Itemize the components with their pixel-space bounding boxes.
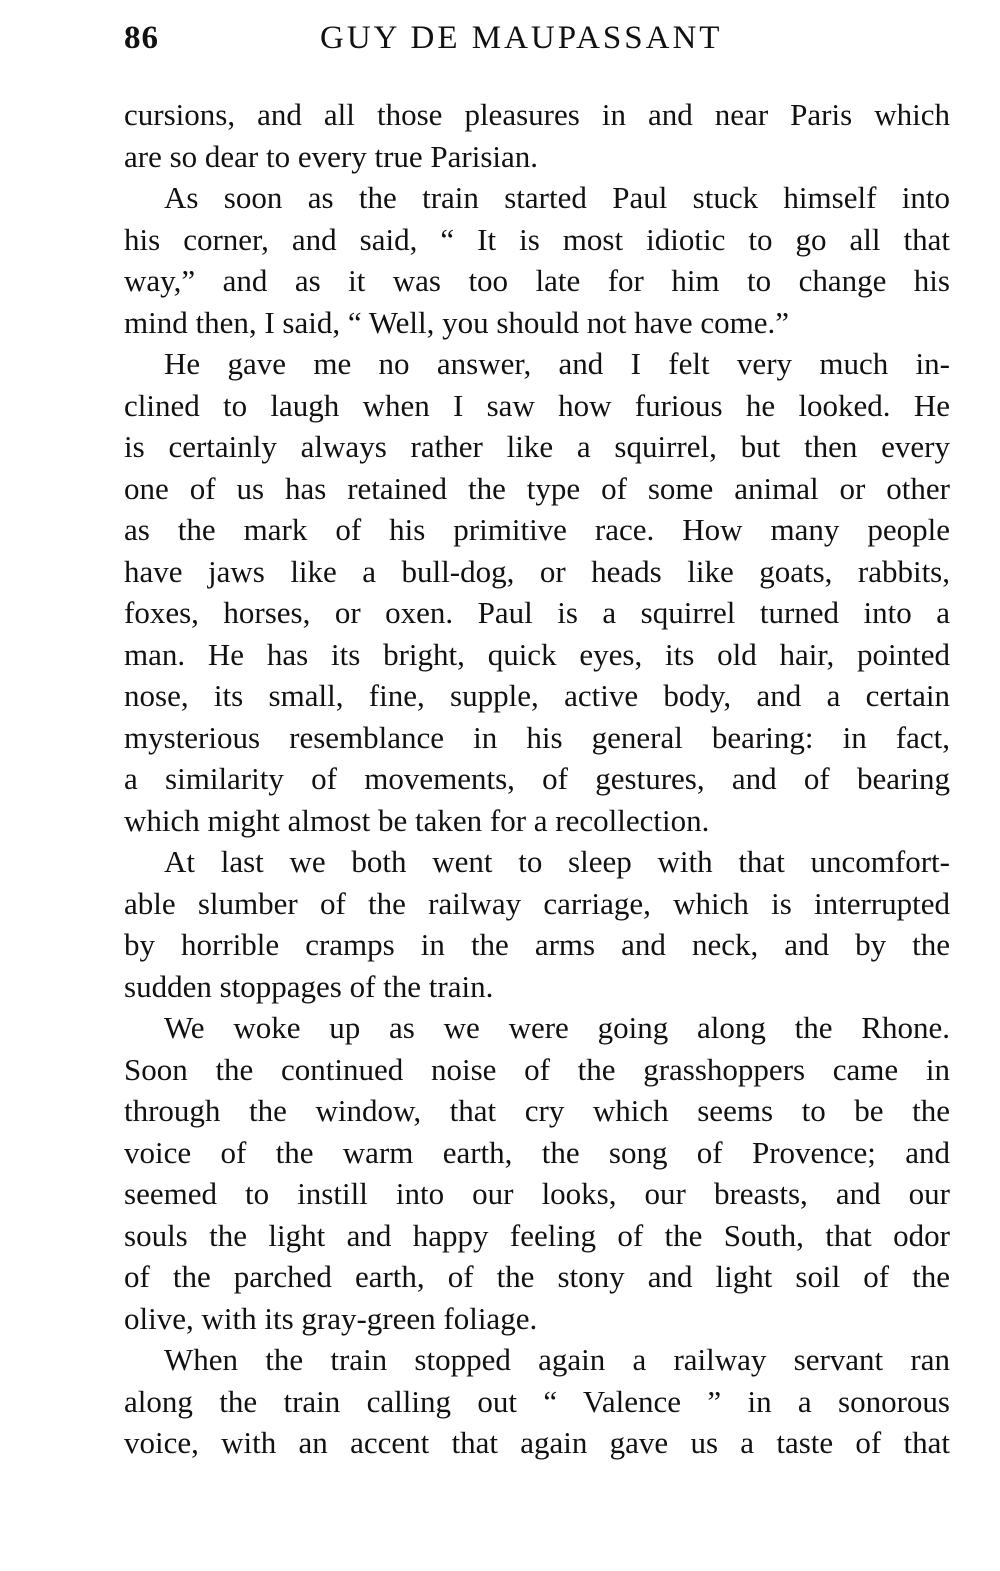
text-line: He gave me no answer, and I felt very much in-: [164, 346, 950, 381]
text-line: mysterious resemblance in his general bearing: in fact,: [124, 719, 950, 755]
running-head: GUY DE MAUPASSANT: [320, 20, 723, 56]
text-line: As soon as the train started Paul stuck himself into: [164, 180, 950, 215]
text-line: voice, with an accent that again gave us a taste of that: [124, 1425, 950, 1460]
text-line: At last we both went to sleep with that uncomfort-: [164, 844, 950, 879]
text-line: is certainly always rather like a squirrel, but then every: [124, 429, 950, 464]
text-line: man. He has its bright, quick eyes, its old hair, pointed: [124, 636, 950, 672]
text-line: of the parched earth, of the stony and light soil of the: [124, 1259, 950, 1294]
text-line: a similarity of movements, of gestures, and of bearing: [124, 761, 950, 796]
text-line: have jaws like a bull-dog, or heads like goats, rabbits,: [124, 553, 950, 589]
text-line: as the mark of his primitive race. How many people: [124, 512, 950, 547]
text-line: mind then, I said, “ Well, you should not have come.”: [124, 304, 790, 340]
text-line: Soon the continued noise of the grasshoppers came in: [124, 1051, 950, 1087]
page-header: [124, 20, 950, 70]
text-line: nose, its small, fine, supple, active body, and a certain: [124, 678, 950, 713]
text-line: through the window, that cry which seems to be the: [124, 1093, 950, 1128]
text-line: cursions, and all those pleasures in and near Paris which: [124, 97, 950, 132]
text-line: olive, with its gray-green foliage.: [124, 1300, 538, 1336]
text-line: way,” and as it was too late for him to change his: [124, 263, 950, 298]
text-line: clined to laugh when I saw how furious he looked. He: [124, 387, 950, 423]
text-line: which might almost be taken for a recollection.: [124, 802, 710, 838]
text-line: voice of the warm earth, the song of Provence; and: [124, 1134, 950, 1170]
text-line: foxes, horses, or oxen. Paul is a squirrel turned into a: [124, 595, 950, 630]
text-line: by horrible cramps in the arms and neck, and by the: [124, 927, 950, 962]
text-line: When the train stopped again a railway servant ran: [164, 1342, 950, 1377]
text-line: his corner, and said, “ It is most idiotic to go all that: [124, 221, 950, 257]
text-line: able slumber of the railway carriage, which is interrupted: [124, 885, 950, 921]
text-line: We woke up as we were going along the Rhone.: [164, 1010, 950, 1045]
text-line: seemed to instill into our looks, our breasts, and our: [124, 1176, 950, 1211]
text-line: one of us has retained the type of some animal or other: [124, 470, 950, 506]
body-text: [124, 94, 950, 1464]
text-line: sudden stoppages of the train.: [124, 968, 494, 1004]
text-line: along the train calling out “ Valence ” in a sonorous: [124, 1383, 950, 1419]
page-number: 86: [124, 20, 159, 56]
text-line: are so dear to every true Parisian.: [124, 138, 539, 174]
text-line: souls the light and happy feeling of the South, that odor: [124, 1217, 950, 1253]
